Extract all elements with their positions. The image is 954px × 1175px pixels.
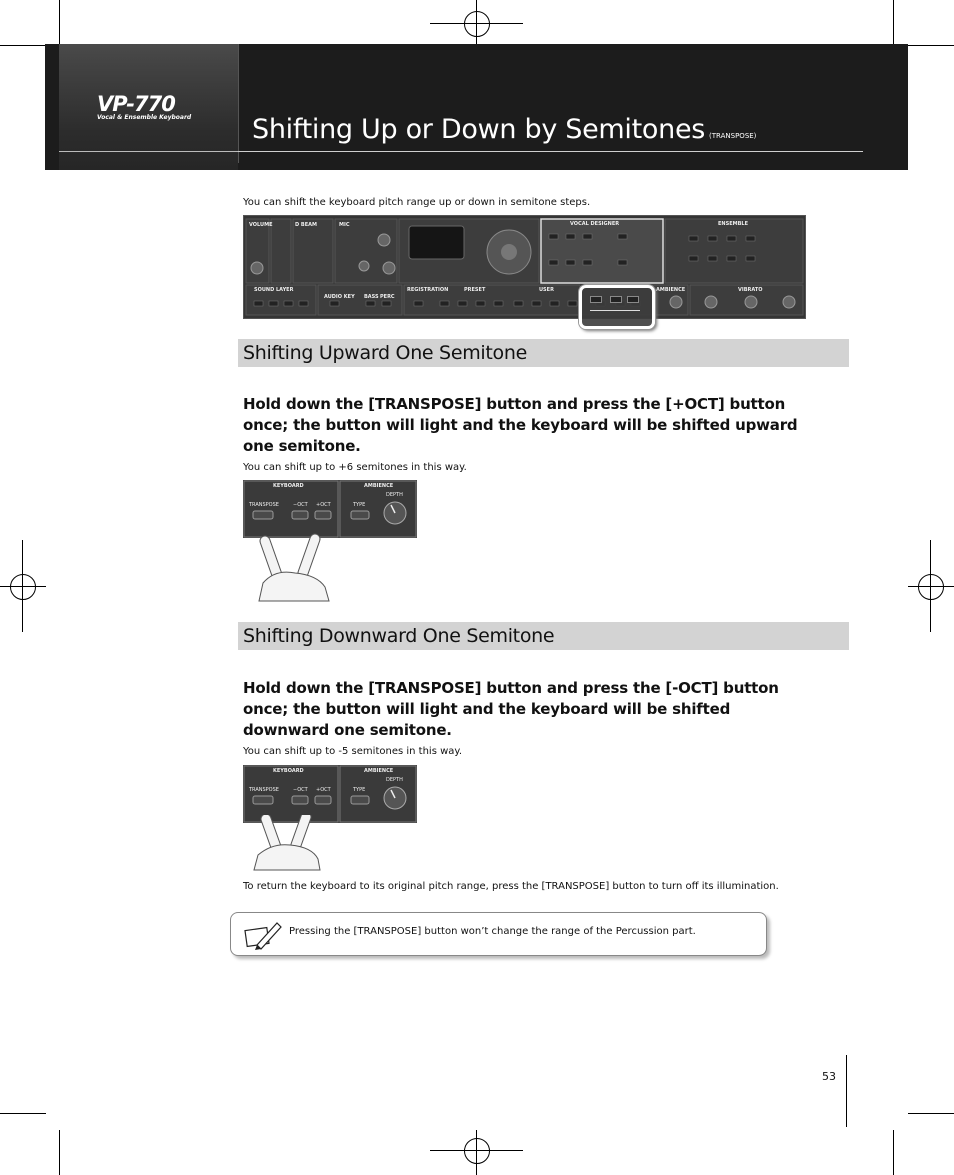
memo-box bbox=[230, 912, 767, 956]
panel-label: KEYBOARD bbox=[273, 768, 304, 774]
plus-oct-label: +OCT bbox=[316, 502, 331, 508]
section-header-up bbox=[238, 339, 849, 367]
panel-label: ENSEMBLE bbox=[718, 221, 749, 227]
step-note: You can shift up to +6 semitones in this way. bbox=[243, 462, 467, 473]
minus-oct-label: −OCT bbox=[293, 787, 308, 793]
page-title-text: Shifting Up or Down by Semitones bbox=[252, 114, 706, 145]
type-label: TYPE bbox=[353, 502, 366, 508]
panel-label: MIC bbox=[339, 222, 350, 228]
panel-overview-drawing bbox=[244, 216, 805, 318]
panel-label: AMBIENCE bbox=[656, 287, 686, 293]
section-title: Shifting Upward One Semitone bbox=[243, 342, 528, 364]
page-number: 53 bbox=[822, 1070, 836, 1083]
panel-label: VOLUME bbox=[249, 222, 273, 228]
header-rule bbox=[59, 151, 238, 152]
crop-mark bbox=[59, 0, 60, 44]
panel-label: SOUND LAYER bbox=[254, 287, 294, 293]
transpose-label: TRANSPOSE bbox=[249, 502, 279, 508]
section-title: Shifting Downward One Semitone bbox=[243, 625, 555, 647]
crop-mark bbox=[893, 0, 894, 44]
registration-mark bbox=[10, 574, 36, 600]
title-rule bbox=[238, 151, 863, 152]
panel-label: VIBRATO bbox=[738, 287, 763, 293]
transpose-highlight bbox=[579, 285, 655, 329]
crop-mark bbox=[846, 1055, 847, 1127]
pencil-memo-icon bbox=[243, 919, 283, 951]
panel-label: AUDIO KEY bbox=[324, 294, 355, 300]
panel-label: AMBIENCE bbox=[364, 483, 394, 489]
crop-mark bbox=[908, 1113, 954, 1114]
crop-mark bbox=[893, 1130, 894, 1175]
crop-mark bbox=[476, 1130, 477, 1175]
plus-oct-label: +OCT bbox=[316, 787, 331, 793]
hand-pressing-icon bbox=[255, 533, 335, 603]
crop-mark bbox=[0, 586, 46, 587]
product-logo-subtitle: Vocal & Ensemble Keyboard bbox=[97, 114, 192, 121]
product-logo: VP-770 bbox=[97, 92, 175, 116]
crop-mark bbox=[0, 1113, 46, 1114]
crop-mark bbox=[908, 45, 954, 46]
panel-label: D BEAM bbox=[295, 222, 317, 228]
panel-label: PERC bbox=[380, 294, 395, 300]
registration-mark bbox=[464, 1138, 490, 1164]
intro-text: You can shift the keyboard pitch range up or down in semitone steps. bbox=[243, 197, 591, 208]
crop-mark bbox=[476, 0, 477, 44]
crop-mark bbox=[430, 23, 523, 24]
transpose-label: TRANSPOSE bbox=[249, 787, 279, 793]
header-divider bbox=[238, 44, 239, 163]
keyboard-panel-image bbox=[243, 480, 417, 538]
depth-label: DEPTH bbox=[386, 492, 403, 498]
registration-mark bbox=[918, 574, 944, 600]
step-instruction: Hold down the [TRANSPOSE] button and press the [+OCT] button once; the button will light and the keyboard will be shifted upward one semitone. bbox=[243, 395, 798, 455]
crop-mark bbox=[0, 45, 46, 46]
crop-mark bbox=[908, 586, 954, 587]
panel-label: REGISTRATION bbox=[407, 287, 449, 293]
step-instruction: Hold down the [TRANSPOSE] button and press the [-OCT] button once; the button will light and the keyboard will be shifted downward one semitone. bbox=[243, 679, 779, 739]
depth-label: DEPTH bbox=[386, 777, 403, 783]
section-header-down bbox=[238, 622, 849, 650]
panel-overview-image bbox=[243, 215, 806, 319]
registration-mark bbox=[464, 11, 490, 37]
panel-label: USER bbox=[539, 287, 554, 293]
type-label: TYPE bbox=[353, 787, 366, 793]
memo-text: Pressing the [TRANSPOSE] button won’t change the range of the Percussion part. bbox=[289, 926, 696, 937]
panel-label: PRESET bbox=[464, 287, 486, 293]
panel-label: AMBIENCE bbox=[364, 768, 394, 774]
return-text: To return the keyboard to its original pitch range, press the [TRANSPOSE] button to turn off its illumination. bbox=[243, 881, 779, 892]
crop-mark bbox=[430, 1150, 523, 1151]
page-title-subtitle: (TRANSPOSE) bbox=[709, 132, 757, 140]
panel-label: BASS bbox=[364, 294, 379, 300]
hand-pressing-icon bbox=[252, 815, 332, 871]
minus-oct-label: −OCT bbox=[293, 502, 308, 508]
crop-mark bbox=[59, 1130, 60, 1175]
step-note: You can shift up to -5 semitones in this way. bbox=[243, 746, 463, 757]
panel-label: KEYBOARD bbox=[273, 483, 304, 489]
page-title bbox=[252, 114, 756, 145]
panel-label: VOCAL DESIGNER bbox=[570, 221, 620, 227]
